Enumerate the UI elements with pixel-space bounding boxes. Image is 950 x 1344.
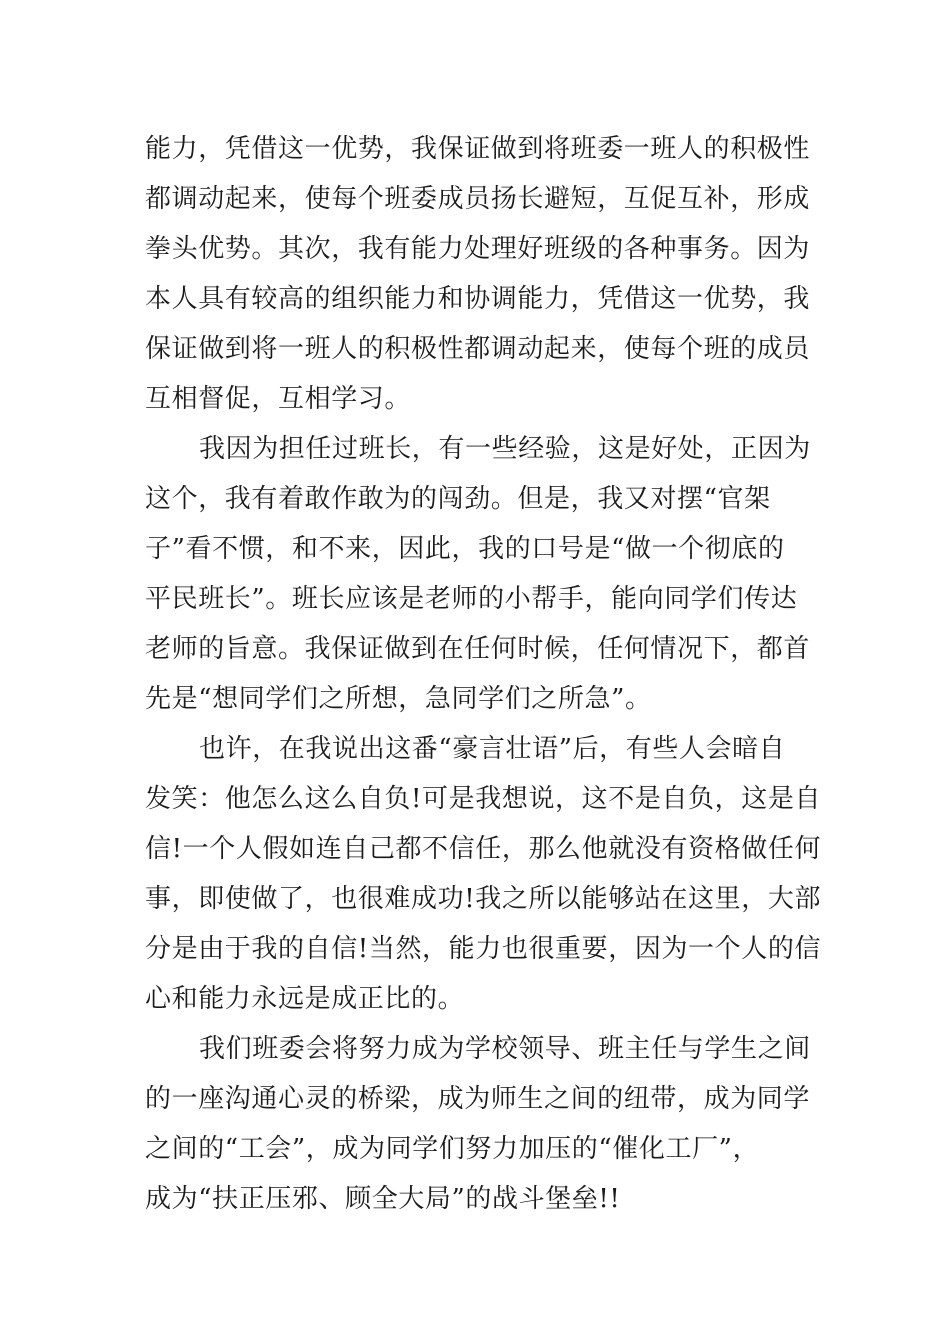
text-line: 平民班长”。班长应该是老师的小帮手，能向同学们传达 — [145, 584, 798, 614]
paragraph-1 — [145, 124, 810, 424]
text-line: 互相督促，互相学习。 — [145, 384, 412, 414]
text-line: 之间的“工会”，成为同学们努力加压的“催化工厂”， — [145, 1134, 760, 1164]
text-line: 事，即使做了，也很难成功!我之所以能够站在这里，大部 — [145, 884, 822, 914]
text-line: 都调动起来，使每个班委成员扬长避短，互促互补，形成 — [145, 184, 811, 214]
text-line: 能力，凭借这一优势，我保证做到将班委一班人的积极性 — [145, 134, 811, 164]
text-line: 先是“想同学们之所想，急同学们之所急”。 — [145, 684, 652, 714]
text-line: 我们班委会将努力成为学校领导、班主任与学生之间 — [199, 1034, 811, 1064]
paragraph-3 — [145, 724, 822, 1024]
text-line: 也许，在我说出这番“豪言壮语”后，有些人会暗自 — [199, 734, 786, 764]
text-line: 分是由于我的自信!当然，能力也很重要，因为一个人的信 — [145, 934, 822, 964]
paragraph-2 — [145, 424, 810, 724]
text-line: 保证做到将一班人的积极性都调动起来，使每个班的成员 — [145, 334, 811, 364]
text-line: 拳头优势。其次，我有能力处理好班级的各种事务。因为 — [145, 234, 811, 264]
paragraph-4 — [145, 1024, 810, 1224]
text-line: 这个，我有着敢作敢为的闯劲。但是，我又对摆“官架 — [145, 484, 771, 514]
text-line: 子”看不惯，和不来，因此，我的口号是“做一个彻底的 — [145, 534, 785, 564]
text-line: 发笑：他怎么这么自负!可是我想说，这不是自负，这是自 — [145, 784, 822, 814]
text-line: 的一座沟通心灵的桥梁，成为师生之间的纽带，成为同学 — [145, 1084, 811, 1114]
text-line: 心和能力永远是成正比的。 — [145, 984, 465, 1014]
text-line: 成为“扶正压邪、顾全大局”的战斗堡垒!! — [145, 1184, 621, 1214]
document-body — [145, 124, 822, 1224]
text-line: 老师的旨意。我保证做到在任何时候，任何情况下，都首 — [145, 634, 811, 664]
text-line: 本人具有较高的组织能力和协调能力，凭借这一优势，我 — [145, 284, 811, 314]
text-line: 信!一个人假如连自己都不信任，那么他就没有资格做任何 — [145, 834, 822, 864]
text-line: 我因为担任过班长，有一些经验，这是好处，正因为 — [199, 434, 811, 464]
